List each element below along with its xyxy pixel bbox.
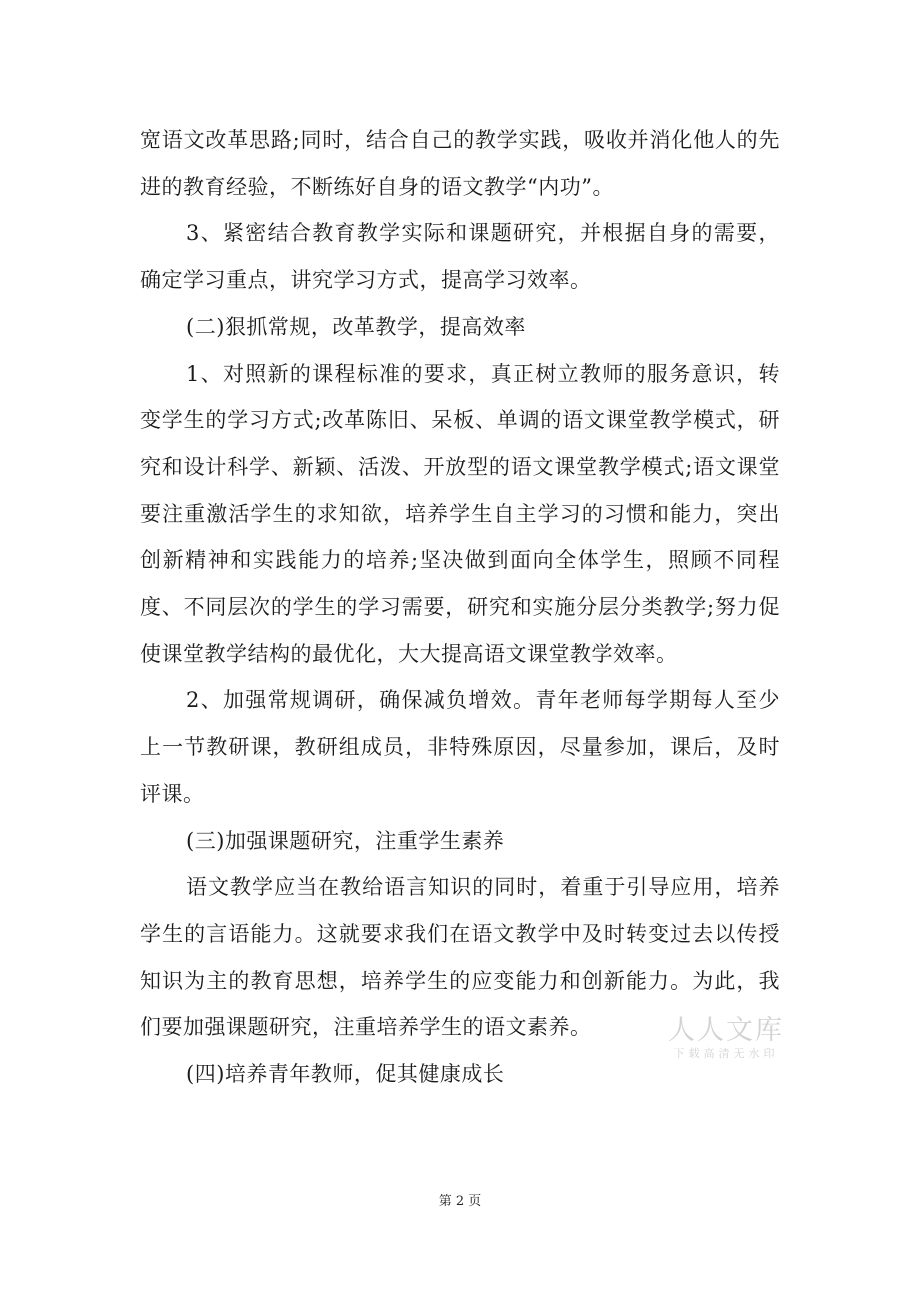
paragraph: 1、对照新的课程标准的要求，真正树立教师的服务意识，转变学生的学习方式;改革陈旧、呆板、单调的语文课堂教学模式，研究和设计科学、新颖、活泼、开放型的语文课堂教学模式;语文课堂要注重激活学生的求知欲，培养学生自主学习的习惯和能力，突出创新精神和实践能力的培养;坚决做到面向全体学生，照顾不同程度、不同层次的学生的学习需要，研究和实施分层分类教学;努力促使课堂教学结构的最优化，大大提高语文课堂教学效率。 (140, 361, 780, 666)
section-heading: (四)培养青年教师，促其健康成长 (186, 1062, 505, 1087)
watermark-subtitle: 下载高清无水印 (673, 1047, 779, 1060)
watermark-title: 人人文库 (668, 1015, 784, 1046)
page-number: 第 2 页 (438, 1194, 482, 1209)
paragraph: 语文教学应当在教给语言知识的同时，着重于引导应用，培养学生的言语能力。这就要求我们在语文教学中及时转变过去以传授知识为主的教育思想，培养学生的应变能力和创新能力。为此，我们要加强课题研究，注重培养学生的语文素养。 (140, 875, 780, 1040)
paragraph: 3、紧密结合教育教学实际和课题研究，并根据自身的需要，确定学习重点，讲究学习方式，提高学习效率。 (140, 221, 780, 293)
paragraph: 宽语文改革思路;同时，结合自己的教学实践，吸收并消化他人的先进的教育经验，不断练好自身的语文教学“内功”。 (140, 128, 780, 199)
paragraph: 2、加强常规调研，确保减负增效。青年老师每学期每人至少上一节教研课，教研组成员，非特殊原因，尽量参加，课后，及时评课。 (140, 688, 780, 806)
section-heading: (三)加强课题研究，注重学生素养 (186, 828, 505, 853)
section-heading: (二)狠抓常规，改革教学，提高效率 (186, 314, 526, 339)
document-body (140, 117, 780, 1098)
